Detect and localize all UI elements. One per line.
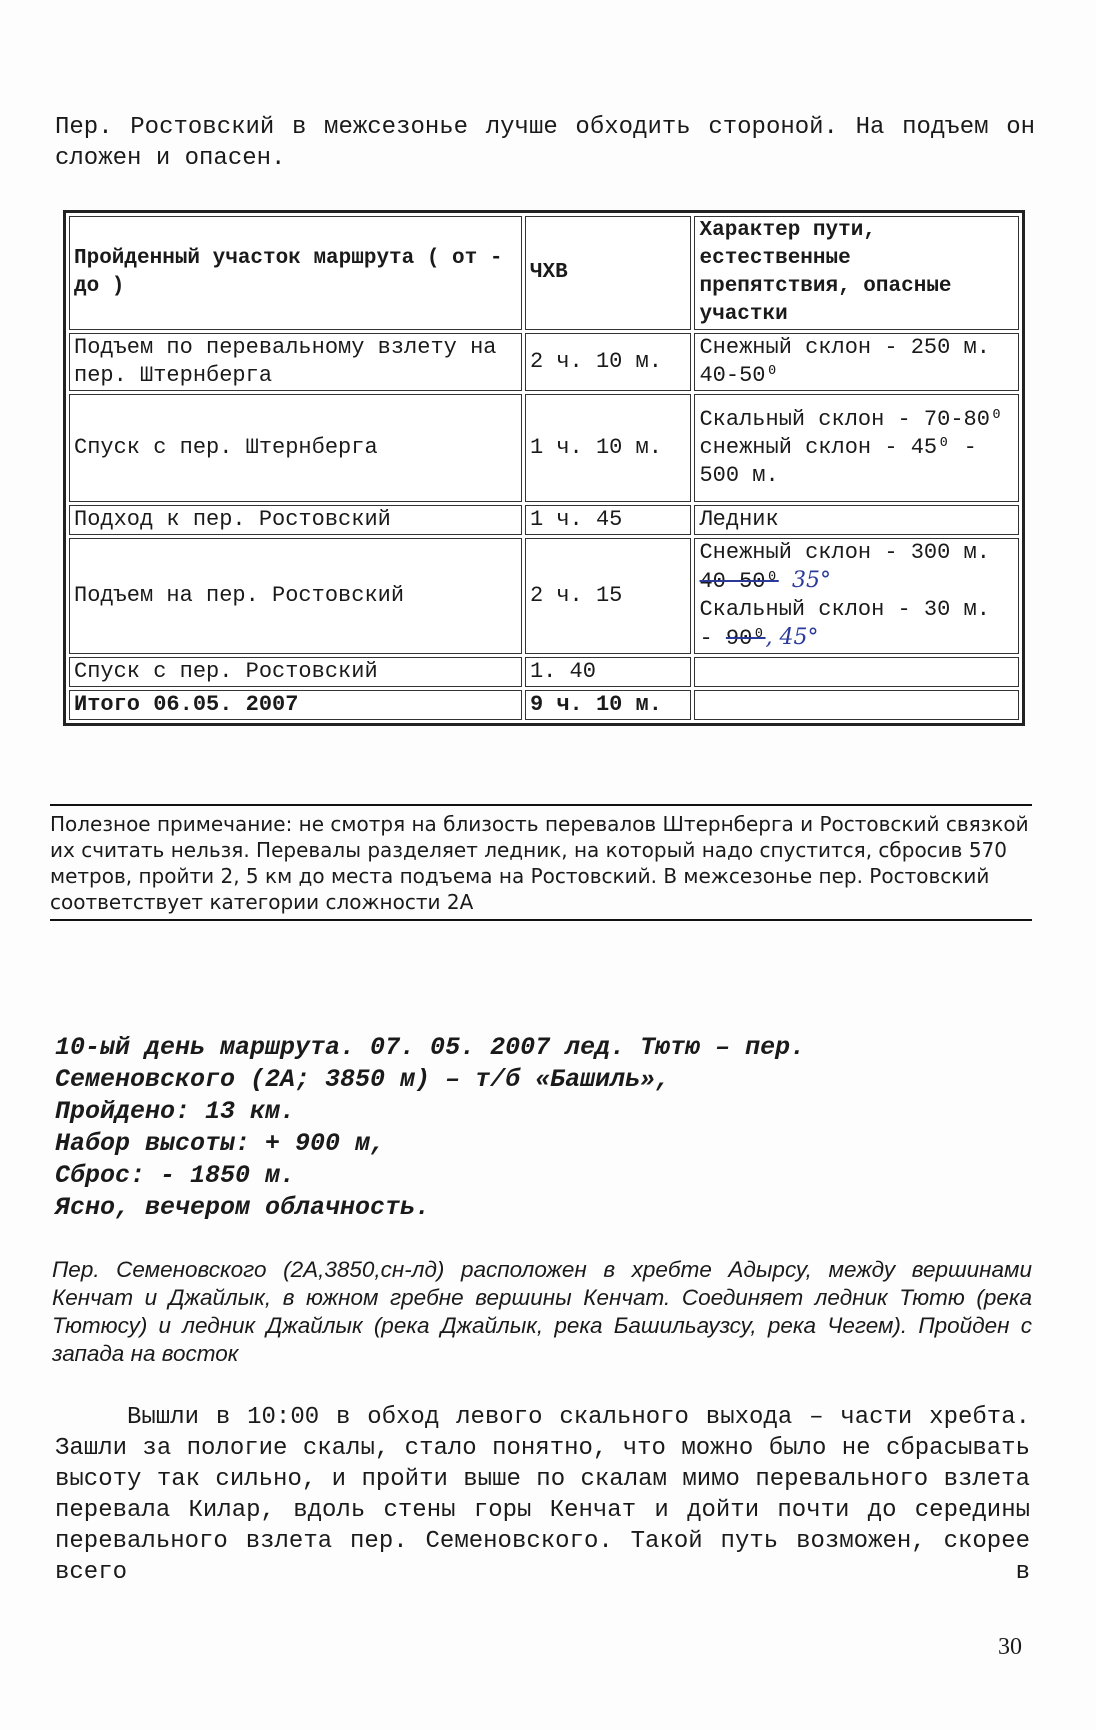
day-weather: Ясно, вечером облачность. [55,1193,431,1222]
route-table [63,210,1025,726]
table-row [69,505,1019,535]
header-character: Характер пути, естественные препятствия, опасные участки [694,216,1019,330]
day-descent: Сброс: - 1850 м. [55,1161,296,1190]
day-heading-line: Семеновского (2А; 3850 м) – т/б «Башиль», [55,1065,671,1094]
cell-time: 1 ч. 45 [525,505,692,535]
handwritten-correction: 35° [791,568,831,593]
day-distance: Пройдено: 13 км. [55,1097,296,1126]
character-line [699,539,1014,596]
cell-segment: Подъем на пер. Ростовский [69,538,522,654]
table-header-row [69,216,1019,330]
day-heading [55,1032,1055,1224]
character-line: снежный склон - 45⁰ - 500 м. [699,435,977,488]
cell-character [694,394,1019,502]
cell-character: Ледник [694,505,1019,535]
table-row [69,333,1019,391]
struck-value: 90⁰ [725,626,766,651]
cell-character [694,538,1019,654]
header-time: ЧХВ [525,216,692,330]
table-total-row [69,690,1019,720]
cell-total-label: Итого 06.05. 2007 [69,690,522,720]
cell-segment: Подъем по перевальному взлету на пер. Штернберга [69,333,522,391]
day-heading-line: 10-ый день маршрута. 07. 05. 2007 лед. Тютю – пер. [55,1033,806,1062]
character-line: Скальный склон - 70-80⁰ [699,407,1004,432]
pass-description: Пер. Семеновского (2А,3850,сн-лд) расположен в хребте Адырсу, между вершинами Кенчат и Джайлык, в южном гребне вершины Кенчат. Соединяет ледник Тютю (река Тютюсу) и ледник Джайлык (река Джайлык, река Башильаузсу, река Чегем). Пройден с запада на восток [52,1257,1032,1366]
cell-character [694,690,1019,720]
intro-paragraph: Пер. Ростовский в межсезонье лучше обходить стороной. На подъем он сложен и опасен. [55,114,1035,172]
printed-text: Скальный склон - 30 м. - [699,597,990,651]
cell-time: 2 ч. 10 м. [525,333,692,391]
cell-character [694,657,1019,687]
header-segment: Пройденный участок маршрута ( от - до ) [69,216,522,330]
table-row [69,657,1019,687]
cell-time: 1. 40 [525,657,692,687]
character-line [699,596,1014,653]
cell-segment: Спуск с пер. Штернберга [69,394,522,502]
printed-text: Снежный склон - 300 м. [699,540,990,565]
page-number: 30 [998,1634,1022,1660]
cell-time: 2 ч. 15 [525,538,692,654]
cell-total-time: 9 ч. 10 м. [525,690,692,720]
cell-segment: Спуск с пер. Ростовский [69,657,522,687]
table-row [69,394,1019,502]
body-paragraph: Вышли в 10:00 в обход левого скального выхода – части хребта. Зашли за пологие скалы, стало понятно, что можно было не сбрасывать высоту так сильно, и пройти выше по скалам мимо перевального взлета перевала Килар, вдоль стены горы Кенчат и дойти почти до середины перевального взлета пер. Семеновского. Такой путь возможен, скорее всего в [55,1404,1030,1586]
table-row [69,538,1019,654]
handwritten-correction: , 45° [765,625,819,650]
cell-time: 1 ч. 10 м. [525,394,692,502]
cell-character: Снежный склон - 250 м. 40-50⁰ [694,333,1019,391]
cell-segment: Подход к пер. Ростовский [69,505,522,535]
struck-value: 40-50⁰ [699,569,779,594]
useful-note: Полезное примечание: не смотря на близость перевалов Штернберга и Ростовский связкой их считать нельзя. Перевалы разделяет ледник, на который надо спустится, сбросив 570 метров, пройти 2, 5 км до места подъема на Ростовский. В межсезонье пер. Ростовский соответствует категории сложности 2А [50,804,1032,921]
day-ascent: Набор высоты: + 900 м, [55,1129,386,1158]
